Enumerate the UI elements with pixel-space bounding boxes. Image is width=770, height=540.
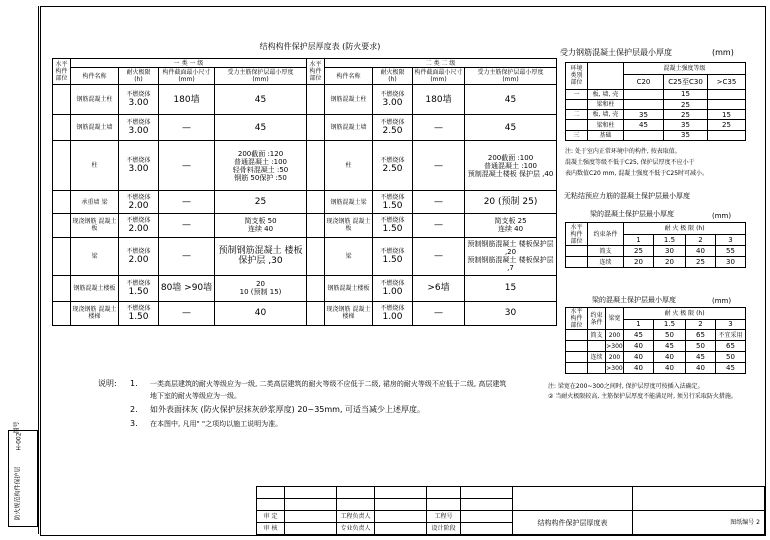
limit-label: 不燃烧体 xyxy=(380,157,405,165)
cond-cell xyxy=(588,341,606,352)
limit-cell xyxy=(373,191,413,213)
cover-value: 连续 40 xyxy=(247,225,274,234)
t2-unit: (mm) xyxy=(712,212,732,220)
value-cell: 20 xyxy=(624,257,654,268)
limit-cell xyxy=(119,85,159,115)
limit-label: 不燃烧体 xyxy=(380,279,405,287)
table-row xyxy=(566,89,746,99)
limit-label: 不燃烧体 xyxy=(380,91,405,99)
limit-value: 2.50 xyxy=(382,164,403,175)
member-name: 梁 xyxy=(71,237,119,275)
value-cell xyxy=(624,99,664,109)
table-row xyxy=(53,301,307,325)
cond-cell: 简支 xyxy=(588,246,624,257)
cover-value: 预制钢筋混凝土 楼板保护层 ,20 xyxy=(467,240,554,257)
t2-col: 1.5 xyxy=(654,235,686,246)
table-row xyxy=(53,85,307,115)
cover-value: 预制钢筋混凝土 楼板保护层 ,7 xyxy=(467,256,554,273)
cover-cell xyxy=(215,191,307,213)
part-cell: 梁和柱 xyxy=(588,120,624,130)
value-cell: 不宜采用 xyxy=(716,330,746,341)
min-size: — xyxy=(413,141,465,191)
cond-cell: 连续 xyxy=(588,257,624,268)
table-row xyxy=(566,352,746,363)
part-cell: 板, 墙, 壳 xyxy=(588,89,624,99)
limit-label: 不燃烧体 xyxy=(126,157,151,165)
cover-value: 钢筋 50保护 :50 xyxy=(234,173,287,182)
table-row xyxy=(566,341,746,352)
t1-notes xyxy=(565,146,760,179)
env-cell xyxy=(566,120,588,130)
value-cell: 65 xyxy=(686,330,716,341)
cover-value: 预制钢筋混凝土 楼板保护层 ,30 xyxy=(218,246,303,267)
limit-cell xyxy=(119,275,159,301)
header-type: 水平 构件 部位 xyxy=(307,59,325,85)
left-strip-code: H-002 xyxy=(15,432,23,451)
note-num: 1. xyxy=(130,379,138,388)
t1-table xyxy=(565,62,746,141)
width-cell: 200 xyxy=(606,330,624,341)
member-name: 钢筋混凝土墙 xyxy=(325,115,373,141)
section-right-title: 二 类 二 级 xyxy=(325,59,557,68)
value-cell: 65 xyxy=(716,341,746,352)
cover-value: 连续 40 xyxy=(497,225,524,234)
limit-value: 1.00 xyxy=(382,286,403,297)
main-table-left xyxy=(52,58,307,326)
tb-label: 审 核 xyxy=(257,523,285,535)
cover-cell xyxy=(465,191,557,213)
header-min: 构件截面最小尺寸 (mm) xyxy=(159,68,215,85)
value-cell: 20 xyxy=(654,257,686,268)
min-size: >6墙 xyxy=(413,275,465,301)
min-size: 180墙 xyxy=(413,85,465,115)
limit-value: 1.50 xyxy=(382,254,403,265)
table-row xyxy=(566,130,746,140)
cover-value: 轻骨料混凝土 :50 xyxy=(232,165,289,174)
cover-value: 普通混凝土 :100 xyxy=(234,157,287,166)
min-size: — xyxy=(159,141,215,191)
drawing-name: 结构构件保护层厚度表 xyxy=(513,511,633,535)
value-cell: 45 xyxy=(654,341,686,352)
limit-label: 不燃烧体 xyxy=(126,247,151,255)
note-num: 2. xyxy=(130,405,138,414)
env-cell: 二 xyxy=(566,110,588,120)
width-cell: >300 xyxy=(606,364,623,372)
note-text: 地下室的耐火等级应为一级。 xyxy=(150,392,241,400)
limit-value: 3.00 xyxy=(128,126,149,137)
t2-title-b: 梁的混凝土保护层最小厚度 xyxy=(590,210,674,218)
limit-label: 不燃烧体 xyxy=(380,119,405,127)
member-name: 钢筋混凝土楼板 xyxy=(71,275,119,301)
cover-cell xyxy=(465,115,557,141)
t2-h-cond: 约束条件 xyxy=(588,223,624,246)
min-size: — xyxy=(159,115,215,141)
table-row xyxy=(307,213,557,237)
value-cell: 25 xyxy=(686,257,716,268)
cover-cell xyxy=(465,301,557,325)
cover-cell xyxy=(215,237,307,275)
value-cell: 50 xyxy=(686,341,716,352)
section-left-title: 一 类 一 级 xyxy=(71,59,307,68)
value-cell: 35 xyxy=(624,110,664,120)
tb-label: 专业负责人 xyxy=(337,523,375,535)
t1-col: >C35 xyxy=(708,75,746,89)
left-strip-name: 防火规范构件保护层 xyxy=(14,466,22,521)
value-cell: 40 xyxy=(654,352,686,363)
t2-col: 1 xyxy=(624,235,654,246)
cover-cell xyxy=(215,115,307,141)
member-name: 现浇钢筋 混凝土楼梯 xyxy=(71,301,119,325)
table-row xyxy=(53,191,307,213)
min-size: — xyxy=(413,301,465,325)
cover-cell xyxy=(215,141,307,191)
note-text: 在本图中, 凡用" "之项均以施工说明为准。 xyxy=(150,420,283,428)
limit-label: 不燃烧体 xyxy=(380,304,405,312)
table-row xyxy=(566,246,746,257)
cover-cell xyxy=(215,213,307,237)
value-cell: 45 xyxy=(686,352,716,363)
limit-cell xyxy=(373,115,413,141)
part-cell: 基础 xyxy=(588,130,624,140)
limit-cell xyxy=(373,301,413,325)
limit-value: 1.50 xyxy=(382,200,403,211)
title-block xyxy=(256,486,765,535)
t3-notes xyxy=(548,382,753,402)
value-cell: 55 xyxy=(716,246,746,257)
value-cell: 45 xyxy=(716,363,746,374)
cover-value: 25 xyxy=(254,197,267,208)
table-row xyxy=(566,120,746,130)
t3-col: 1.5 xyxy=(654,319,686,329)
tb-label: 设计阶段 xyxy=(427,523,461,535)
value-cell: 50 xyxy=(716,352,746,363)
t3-col: 3 xyxy=(716,319,746,329)
table-row xyxy=(307,301,557,325)
min-size: — xyxy=(159,301,215,325)
note-text: 一类高层建筑的耐火等级应为一级, 二类高层建筑的耐火等级不应低于二级, 裙房的耐火等级不应低于二级, 高层建筑 xyxy=(150,380,507,388)
width-cell: 200 xyxy=(606,352,624,363)
table-row xyxy=(307,275,557,301)
tb-label: 工程号 xyxy=(427,511,461,523)
cover-value: 简支板 50 xyxy=(244,217,277,226)
note-text: 如外表面抹灰 (防火保护层抹灰砂浆厚度) 20~35mm, 可适当减少上述厚度。 xyxy=(150,405,426,414)
value-cell: 15 xyxy=(664,89,708,99)
t3-unit: (mm) xyxy=(712,297,732,305)
limit-label: 不燃烧体 xyxy=(126,304,151,312)
t3-h-cond: 约束条件 xyxy=(588,308,606,330)
t1-h-env: 环境 类别 部位 xyxy=(566,63,588,90)
header-name: 构件名称 xyxy=(71,68,119,85)
table-row xyxy=(307,191,557,213)
value-cell: 45 xyxy=(624,330,654,341)
left-strip-box xyxy=(8,430,38,527)
member-name: 钢筋混凝土柱 xyxy=(71,85,119,115)
limit-value: 2.00 xyxy=(128,254,149,265)
limit-value: 1.50 xyxy=(128,311,149,322)
limit-label: 不燃烧体 xyxy=(380,193,405,201)
value-cell: 30 xyxy=(716,257,746,268)
cond-cell: 简支 xyxy=(588,330,606,341)
cover-cell xyxy=(465,85,557,115)
limit-cell xyxy=(119,213,159,237)
note-num: 3. xyxy=(130,419,138,428)
member-name: 现浇钢筋 混凝土板 xyxy=(325,213,373,237)
limit-cell xyxy=(373,85,413,115)
tb-label: 审 定 xyxy=(257,511,285,523)
limit-cell xyxy=(373,275,413,301)
member-name: 钢筋混凝土梁 xyxy=(325,191,373,213)
env-cell: 三 xyxy=(566,130,588,140)
cover-value: 200截面 :100 xyxy=(487,153,534,162)
limit-cell xyxy=(119,115,159,141)
cover-value: 30 xyxy=(504,308,517,319)
limit-cell xyxy=(119,141,159,191)
cond-cell: 连续 xyxy=(588,352,606,363)
value-cell: 45 xyxy=(624,120,664,130)
min-size: 80墙 >90墙 xyxy=(159,275,215,301)
cover-value: 45 xyxy=(254,122,267,133)
table-row xyxy=(566,110,746,120)
limit-label: 不燃烧体 xyxy=(380,216,405,224)
cover-value: 40 xyxy=(254,308,267,319)
limit-value: 3.00 xyxy=(382,98,403,109)
header-min: 构件截面最小尺寸 (mm) xyxy=(414,69,463,84)
value-cell: 25 xyxy=(664,99,708,109)
table-row xyxy=(566,330,746,341)
limit-label: 不燃烧体 xyxy=(126,216,151,224)
t3-title: 梁的混凝土保护层最小厚度 xyxy=(592,296,676,304)
limit-value: 1.50 xyxy=(128,286,149,297)
table-row xyxy=(53,275,307,301)
limit-label: 不燃烧体 xyxy=(126,193,151,201)
cover-value: 10 (预制 15) xyxy=(239,288,282,297)
table-row xyxy=(53,115,307,141)
value-cell: 40 xyxy=(624,341,654,352)
value-cell xyxy=(708,99,746,109)
member-name: 现浇钢筋 混凝土楼梯 xyxy=(325,301,373,325)
value-cell: 15 xyxy=(708,110,746,120)
left-strip-label: 图号 xyxy=(13,421,21,434)
t3-table xyxy=(565,307,746,374)
cond-cell xyxy=(588,363,606,374)
cover-value: 45 xyxy=(504,94,517,105)
limit-label: 不燃烧体 xyxy=(126,91,151,99)
table-row xyxy=(307,115,557,141)
limit-label: 不燃烧体 xyxy=(126,119,151,127)
cover-value: 20 (预制 25) xyxy=(483,197,538,208)
value-cell: 25 xyxy=(624,246,654,257)
cover-value: 预制混凝土楼板 保护层 ,40 xyxy=(467,169,554,178)
value-cell: 25 xyxy=(664,110,708,120)
header-name: 构件名称 xyxy=(325,68,373,85)
table-row xyxy=(307,85,557,115)
limit-cell xyxy=(119,301,159,325)
member-name: 柱 xyxy=(325,141,373,191)
t1-col: C25至C30 xyxy=(664,75,708,89)
cover-cell xyxy=(465,141,557,191)
table-row xyxy=(307,141,557,191)
limit-value: 2.00 xyxy=(128,200,149,211)
limit-value: 3.00 xyxy=(128,98,149,109)
cover-cell xyxy=(465,237,557,275)
header-cover: 受力主筋保护层最小厚度 (mm) xyxy=(465,68,557,85)
value-cell xyxy=(624,130,664,140)
cover-cell xyxy=(215,301,307,325)
member-name: 钢筋混凝土墙 xyxy=(71,115,119,141)
limit-value: 2.50 xyxy=(382,126,403,137)
t2-h-group: 耐 火 极 限 (h) xyxy=(624,223,746,235)
limit-value: 2.00 xyxy=(128,223,149,234)
min-size: — xyxy=(159,237,215,275)
main-title: 结构构件保护层厚度表 (防火要求) xyxy=(259,42,381,51)
member-name: 现浇钢筋 混凝土板 xyxy=(71,213,119,237)
part-cell: 梁和柱 xyxy=(588,99,624,109)
t2-title-a: 无粘结预应力筋的混凝土保护层最小厚度 xyxy=(564,192,690,200)
limit-cell xyxy=(119,237,159,275)
limit-cell xyxy=(119,191,159,213)
member-name: 承重墙 梁 xyxy=(71,191,119,213)
t3-note: ② 当耐火极限较高, 主筋保护层厚度不能满足时, 须另行采取防火措施。 xyxy=(548,393,737,400)
member-name: 柱 xyxy=(71,141,119,191)
t2-h-type: 水平 构件 部位 xyxy=(566,223,588,246)
header-type: 水平 构件 部位 xyxy=(53,59,71,85)
cover-value: 简支板 25 xyxy=(494,217,527,226)
member-name: 钢筋混凝土楼板 xyxy=(325,275,373,301)
member-name: 梁 xyxy=(325,237,373,275)
header-cover: 受力主筋保护层最小厚度 (mm) xyxy=(215,68,307,85)
cover-value: 15 xyxy=(504,283,517,294)
min-size: — xyxy=(159,213,215,237)
cover-value: 200截面 :120 xyxy=(237,149,284,158)
t3-h-width: 梁宽 xyxy=(606,308,624,330)
limit-cell xyxy=(373,237,413,275)
value-cell: 50 xyxy=(654,330,686,341)
table-row xyxy=(53,141,307,191)
value-cell: 40 xyxy=(624,352,654,363)
limit-cell xyxy=(373,213,413,237)
width-cell: >300 xyxy=(606,342,623,350)
limit-label: 不燃烧体 xyxy=(380,247,405,255)
limit-value: 3.00 xyxy=(128,164,149,175)
env-cell: 一 xyxy=(566,89,588,99)
table-row xyxy=(566,257,746,268)
t1-note: 注: 处于室内正常环境中的构件, 按表取值。 xyxy=(565,148,681,155)
limit-label: 不燃烧体 xyxy=(126,279,151,287)
table-row xyxy=(53,237,307,275)
limit-value: 1.50 xyxy=(382,223,403,234)
t1-unit: (mm) xyxy=(712,48,734,57)
value-cell: 40 xyxy=(654,363,686,374)
cover-cell xyxy=(215,275,307,301)
table-row xyxy=(566,99,746,109)
min-size: — xyxy=(413,191,465,213)
t1-title: 受力钢筋混凝土保护层最小厚度 xyxy=(560,48,672,57)
notes-label: 说明: xyxy=(98,379,117,388)
t1-note: 混凝土强度等级不低于C25, 保护层厚度不应小于 xyxy=(565,159,695,166)
cover-cell xyxy=(465,275,557,301)
t3-h-type: 水平 构件 部位 xyxy=(566,308,588,330)
table-row xyxy=(566,363,746,374)
member-name: 钢筋混凝土柱 xyxy=(325,85,373,115)
min-size: — xyxy=(413,213,465,237)
value-cell xyxy=(708,89,746,99)
header-limit: 耐火极限 (h) xyxy=(373,68,413,85)
value-cell xyxy=(624,89,664,99)
value-cell: 35 xyxy=(664,130,708,140)
value-cell: 30 xyxy=(654,246,686,257)
limit-cell xyxy=(373,141,413,191)
t3-h-group: 耐 火 极 限 (h) xyxy=(624,308,746,320)
limit-value: 1.00 xyxy=(382,311,403,322)
t1-col: C20 xyxy=(624,75,664,89)
table-row xyxy=(53,213,307,237)
t1-h-grade: 混凝土强度等级 xyxy=(624,63,746,75)
t3-col: 2 xyxy=(686,319,716,329)
min-size: — xyxy=(159,191,215,213)
t2-col: 2 xyxy=(686,235,716,246)
cover-value: 45 xyxy=(504,122,517,133)
cover-value: 20 xyxy=(256,280,265,289)
cover-value: 45 xyxy=(254,94,267,105)
value-cell: 40 xyxy=(624,363,654,374)
header-limit: 耐火极限 (h) xyxy=(119,68,159,85)
value-cell: 25 xyxy=(708,120,746,130)
min-size: 180墙 xyxy=(159,85,215,115)
env-cell xyxy=(566,99,588,109)
part-cell: 板, 墙, 壳 xyxy=(588,110,624,120)
value-cell: 40 xyxy=(686,363,716,374)
table-row xyxy=(307,237,557,275)
value-cell: 35 xyxy=(664,120,708,130)
cover-cell xyxy=(465,213,557,237)
value-cell xyxy=(708,130,746,140)
min-size: — xyxy=(413,115,465,141)
tb-label: 工程负责人 xyxy=(337,511,375,523)
t2-table xyxy=(565,222,746,268)
min-size: — xyxy=(413,237,465,275)
value-cell: 40 xyxy=(686,246,716,257)
main-table-right xyxy=(306,58,557,326)
t1-note: 表内数值C20 mm, 混凝土强度不低于C25时可减小。 xyxy=(565,170,709,177)
cover-cell xyxy=(215,85,307,115)
t2-col: 3 xyxy=(716,235,746,246)
t3-col: 1 xyxy=(624,319,654,329)
sheet-number: 图纸编号 2 xyxy=(633,511,765,535)
cover-value: 普通混凝土 :100 xyxy=(484,161,537,170)
t3-note: 注: 梁宽在200~300之间时, 保护层厚度可按插入法确定。 xyxy=(548,383,704,390)
